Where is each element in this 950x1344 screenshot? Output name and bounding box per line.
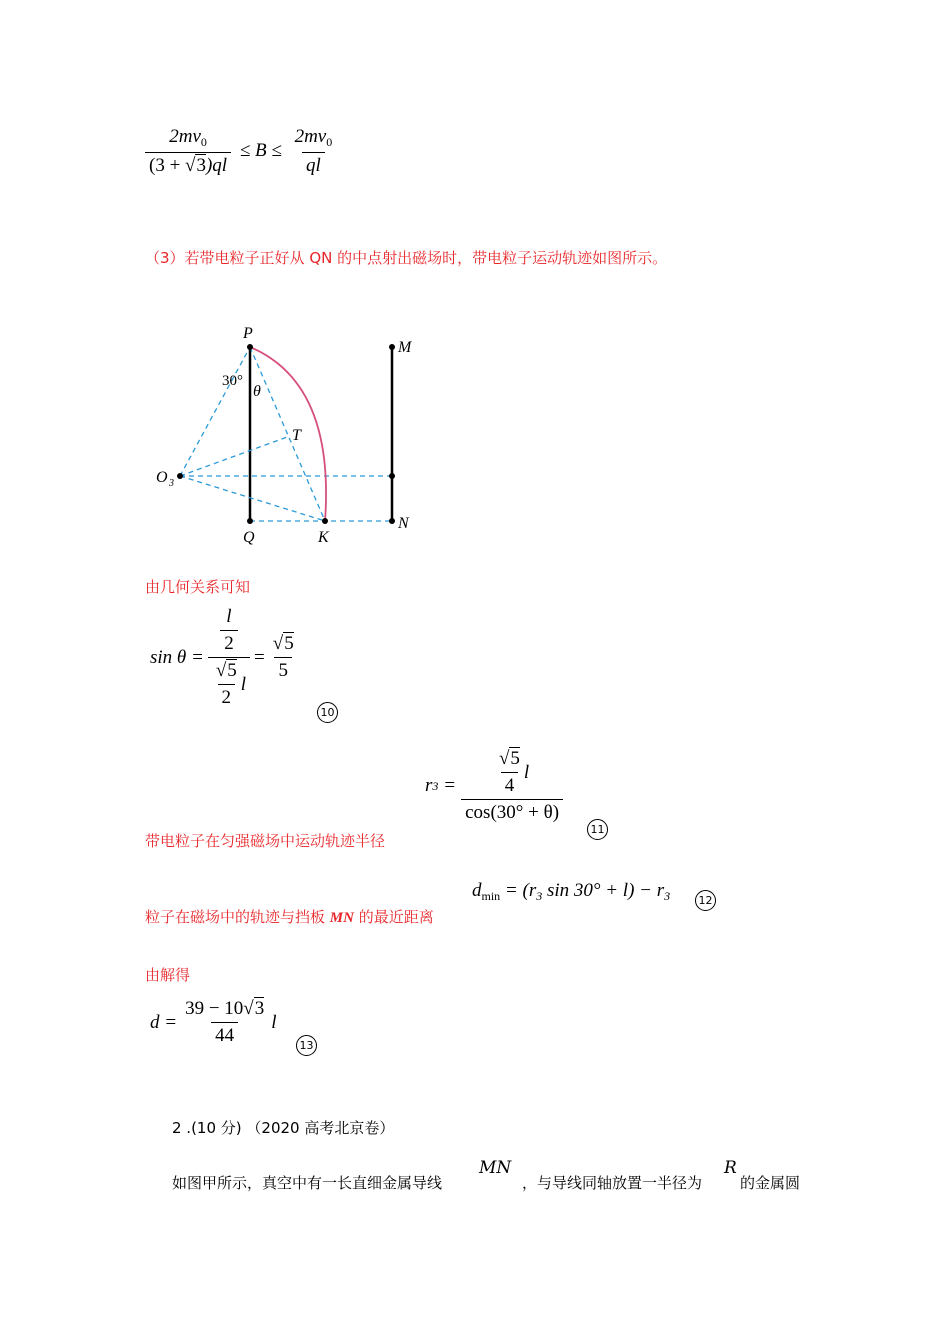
sub-zero-left: 0 <box>200 135 207 149</box>
eq13-num-pre: 39 − 10 <box>185 998 244 1019</box>
text-solve: 由解得 <box>145 966 191 984</box>
point-N <box>389 518 395 524</box>
label-T: T <box>292 427 301 444</box>
q2-r: R <box>724 1158 737 1178</box>
eq11-num-l: l <box>523 761 530 783</box>
eq13-num-sqrt: 3 <box>254 998 265 1019</box>
eq13-l: l <box>271 1011 277 1033</box>
text-geometry: 由几何关系可知 <box>145 578 251 596</box>
dash-O3-K <box>180 476 325 521</box>
point-mid <box>389 473 395 479</box>
min-dist-pre: 粒子在磁场中的轨迹与挡板 <box>145 908 330 926</box>
frac-right-denominator: ql <box>302 152 325 177</box>
eq11-denominator: cos(30° + θ) <box>461 799 563 824</box>
label-theta: θ <box>253 383 261 400</box>
eq10-top-num: l <box>226 606 232 627</box>
point-O3 <box>177 473 183 479</box>
question-2-text <box>172 1158 822 1198</box>
point-K <box>322 518 328 524</box>
dash-O3-T <box>180 436 290 476</box>
frac-left-den-sqrt: 3 <box>196 155 206 176</box>
marker-11: 11 <box>587 819 608 840</box>
sub-zero-right: 0 <box>326 135 333 149</box>
eq10-big-fraction: $\frac{l}{2}$ $\frac{√5}{2}$ l <box>208 606 250 709</box>
point-Q <box>247 518 253 524</box>
label-P: P <box>243 325 253 342</box>
paragraph-3: （3）若带电粒子正好从 QN 的中点射出磁场时，带电粒子运动轨迹如图所示。 <box>145 249 668 267</box>
label-M: M <box>398 339 412 356</box>
trajectory-figure <box>150 318 430 553</box>
equation-10 <box>150 606 298 709</box>
frac-right-numerator: 2mv <box>294 126 327 147</box>
label-K: K <box>318 529 329 546</box>
eq10-rhs-sqrt: 5 <box>284 633 294 654</box>
marker-10: 10 <box>317 702 338 723</box>
text-min-distance <box>145 906 434 927</box>
formula-b-range <box>145 126 336 177</box>
equation-12 <box>472 880 670 904</box>
eq12-lhs-sub: min <box>481 889 501 903</box>
eq12-rhs-sub2: 3 <box>664 889 671 903</box>
eq10-bot-den: 2 <box>218 684 236 709</box>
eq10-rhs-den: 5 <box>274 657 292 682</box>
text-radius: 带电粒子在匀强磁场中运动轨迹半径 <box>145 832 386 850</box>
min-dist-post: 的最近距离 <box>353 908 434 926</box>
q2-text-b: ，与导线同轴放置一半径为 <box>522 1174 703 1192</box>
label-O3: O <box>156 469 168 486</box>
eq10-lhs: sin θ = <box>150 646 204 668</box>
frac-left-den-post: )ql <box>205 155 228 176</box>
eq12-lhs: d <box>472 880 482 901</box>
eq13-lhs: d = <box>150 1011 178 1033</box>
eq11-lhs-sub: 3 <box>432 778 439 793</box>
eq10-bot-sqrt: 5 <box>227 660 237 681</box>
eq12-rhs-pre: = (r <box>504 880 537 901</box>
label-Q: Q <box>243 529 255 546</box>
eq12-rhs-sub1: 3 <box>536 889 543 903</box>
eq11-num-sqrt: 5 <box>510 748 520 769</box>
frac-left-numerator: 2mv <box>169 126 201 147</box>
inequality-b: ≤ B ≤ <box>239 139 282 161</box>
eq11-lhs: r <box>425 775 433 796</box>
fraction-right <box>291 126 337 177</box>
eq11-num-den: 4 <box>501 772 519 797</box>
marker-13: 13 <box>296 1035 317 1056</box>
fraction-left: $\frac{2mv_0}{(3 + √3)ql}$ <box>145 126 231 177</box>
eq10-bot-l: l <box>240 673 247 695</box>
q2-text-c: 的金属圆 <box>740 1174 801 1192</box>
eq10-rhs: $\frac{√5}{5}$ <box>272 633 294 681</box>
min-dist-mn: MN <box>329 910 354 926</box>
eq13-fraction: $\frac{39 - 10√3}{44}$ <box>185 998 265 1046</box>
eq10-top-den: 2 <box>220 630 238 655</box>
marker-12: 12 <box>695 890 716 911</box>
dash-O3-P <box>180 347 250 476</box>
question-2-heading: 2 .(10 分) （2020 高考北京卷） <box>172 1119 395 1137</box>
label-30deg: 30° <box>222 373 243 389</box>
point-M <box>389 344 395 350</box>
q2-mn: MN <box>479 1158 512 1178</box>
eq11-equals: = <box>444 775 456 796</box>
frac-left-den-pre: (3 + <box>149 155 186 176</box>
eq10-equals: = <box>254 646 265 668</box>
eq12-rhs-mid: sin 30° + l) − r <box>542 880 665 901</box>
equation-13 <box>150 998 277 1047</box>
eq13-den: 44 <box>211 1022 238 1047</box>
equation-11 <box>425 748 563 824</box>
label-N: N <box>398 515 409 532</box>
q2-text-a: 如图甲所示，真空中有一长直细金属导线 <box>172 1174 443 1192</box>
eq11-fraction: $\frac{√5}{4}$ l cos(30° + θ) <box>461 748 563 824</box>
point-P <box>247 344 253 350</box>
label-O3-sub: 3 <box>169 478 174 489</box>
